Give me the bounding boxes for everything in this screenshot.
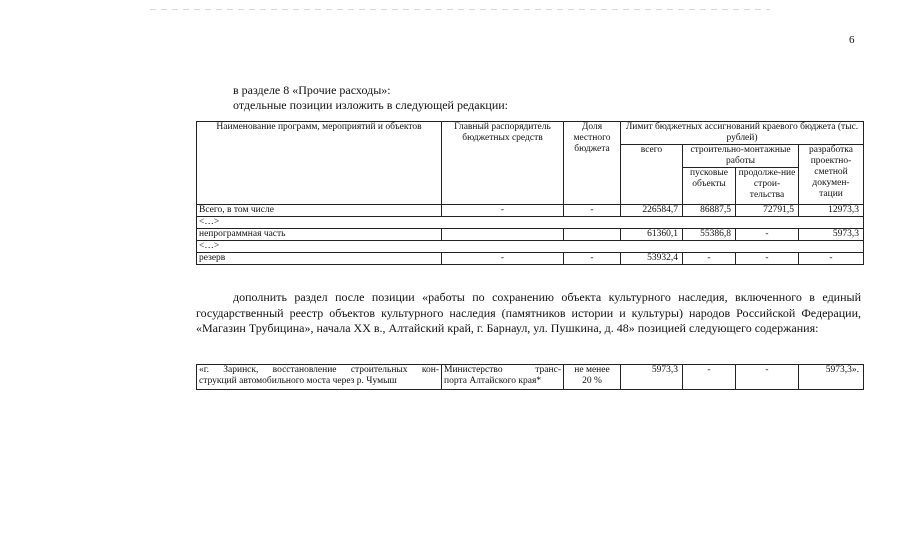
new-row-share (564, 365, 621, 390)
row-startup: 86887,5 (683, 205, 736, 217)
new-row-share-line-2: 20 % (582, 376, 602, 386)
table-row (197, 365, 864, 390)
row-design: 12973,3 (799, 205, 864, 217)
budget-table (196, 121, 864, 265)
row-total: 53932,4 (621, 253, 683, 265)
page-number: 6 (849, 34, 855, 46)
new-position-table (196, 364, 864, 390)
new-row-continuing: - (736, 365, 799, 390)
row-distributor (442, 229, 564, 241)
intro-line-1: в разделе 8 «Прочие расходы»: (233, 83, 391, 97)
new-row-distributor-line-1: Министерство транс- (444, 365, 561, 375)
table-row (197, 241, 864, 253)
table-row (197, 229, 864, 241)
header-continuing: продолже-ние строи-тельства (736, 168, 799, 205)
row-total: 226584,7 (621, 205, 683, 217)
header-startup: пусковые объекты (683, 168, 736, 205)
row-name: Всего, в том числе (197, 205, 442, 217)
new-row-name-line-1: «г. Заринск, восстановление строительных кон- (199, 365, 439, 375)
row-continuing: - (736, 253, 799, 265)
new-row-name (197, 365, 442, 390)
intro-line-2: отдельные позиции изложить в следующей редакции: (233, 98, 508, 112)
scan-artifact-line (150, 9, 770, 10)
row-startup: 55386,8 (683, 229, 736, 241)
row-ellipsis: <…> (197, 241, 864, 253)
row-share (564, 229, 621, 241)
header-name: Наименование программ, мероприятий и объектов (197, 122, 442, 205)
new-row-startup: - (683, 365, 736, 390)
new-row-share-line-1: не менее (574, 365, 610, 375)
new-row-total: 5973,3 (621, 365, 683, 390)
row-share: - (564, 205, 621, 217)
row-continuing: 72791,5 (736, 205, 799, 217)
new-row-distributor-line-2: порта Алтайского края* (444, 376, 542, 386)
header-limit: Лимит бюджетных ассигнований краевого бюджета (тыс. рублей) (621, 122, 864, 145)
new-row-name-line-2: струкций автомобильного моста через р. Чумыш (199, 376, 397, 386)
amendment-paragraph: дополнить раздел после позиции «работы по сохранению объекта культурного наследия, включенного в единый государственный реестр объектов культурного наследия (памятников истории и культуры) народов Российской Федерации, «Магазин Трубицина», начала XX в., Алтайский край, г. Барнаул, ул. Пушкина, д. 48» позицией следующего содержания: (196, 290, 861, 335)
header-construction: строительно-монтажные работы (683, 145, 799, 168)
row-distributor: - (442, 253, 564, 265)
row-design: 5973,3 (799, 229, 864, 241)
row-total: 61360,1 (621, 229, 683, 241)
new-row-design: 5973,3». (799, 365, 864, 390)
row-design: - (799, 253, 864, 265)
row-ellipsis: <…> (197, 217, 864, 229)
row-share: - (564, 253, 621, 265)
row-name: непрограммная часть (197, 229, 442, 241)
header-design: разработка проектно-сметной докумен-тации (799, 145, 864, 205)
header-total: всего (621, 145, 683, 205)
row-name: резерв (197, 253, 442, 265)
table-row (197, 253, 864, 265)
table-row (197, 205, 864, 217)
row-continuing: - (736, 229, 799, 241)
new-row-distributor (442, 365, 564, 390)
row-distributor: - (442, 205, 564, 217)
header-share: Доля местного бюджета (564, 122, 621, 205)
row-startup: - (683, 253, 736, 265)
table-row (197, 217, 864, 229)
header-distributor: Главный распорядитель бюджетных средств (442, 122, 564, 205)
